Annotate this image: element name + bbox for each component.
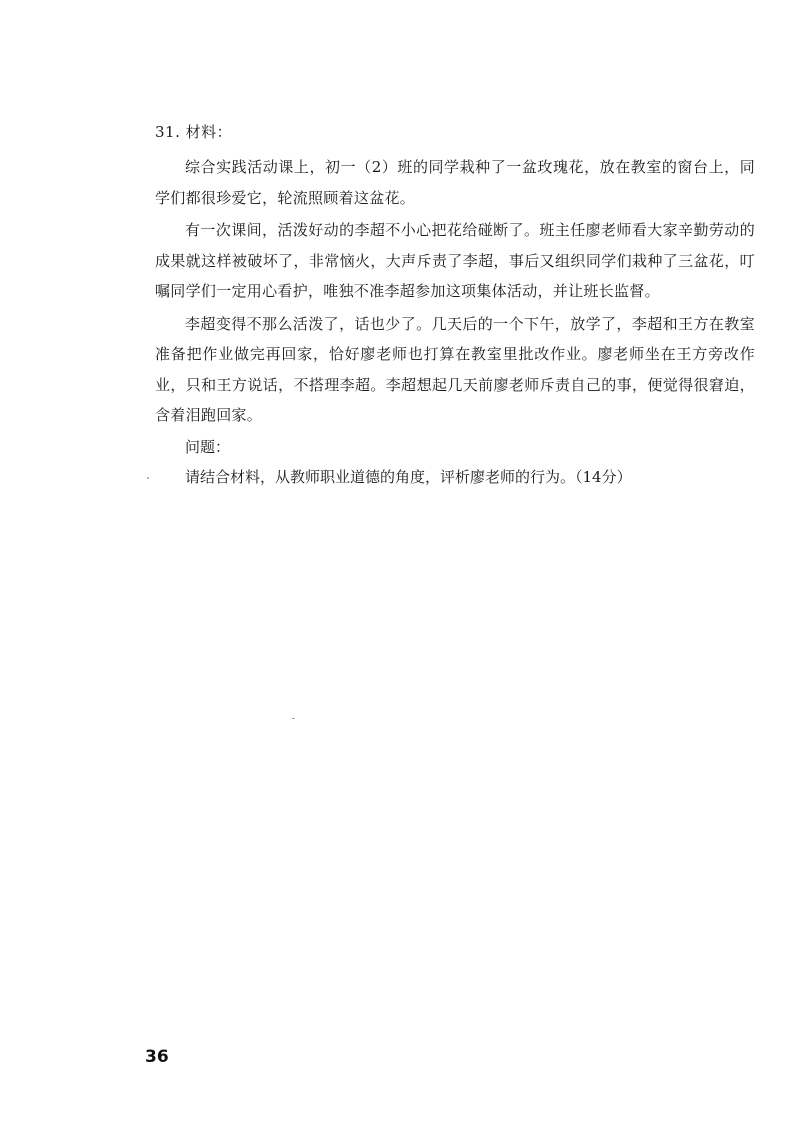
material-paragraph-2: 有一次课间，活泼好动的李超不小心把花给碰断了。班主任廖老师看大家辛勤劳动的成果就这样被破坏了，非常恼火，大声斥责了李超，事后又组织同学们栽种了三盆花，叮嘱同学们一定用心看护，唯独不准李超参加这项集体活动，并让班长监督。 <box>155 221 755 300</box>
material-paragraph-1: 综合实践活动课上，初一（2）班的同学栽种了一盆玫瑰花，放在教室的窗台上，同学们都很珍爱它，轮流照顾着这盆花。 <box>155 158 755 207</box>
question-prompt: 请结合材料，从教师职业道德的角度，评析廖老师的行为。（14分） <box>185 467 632 486</box>
question-block <box>155 118 755 493</box>
material-paragraph-3: 李超变得不那么活泼了，话也少了。几天后的一个下午，放学了，李超和王方在教室准备把作业做完再回家，恰好廖老师也打算在教室里批改作业。廖老师坐在王方旁改作业，只和王方说话，不搭理李超。李超想起几天前廖老师斥责自己的事，便觉得很窘迫，含着泪跑回家。 <box>155 314 755 424</box>
question-heading: 31. 材料： <box>155 123 233 141</box>
scan-speck <box>147 477 149 479</box>
question-label: 问题： <box>185 437 231 456</box>
page-number: 36 <box>145 1047 169 1067</box>
scan-speck <box>292 718 295 719</box>
